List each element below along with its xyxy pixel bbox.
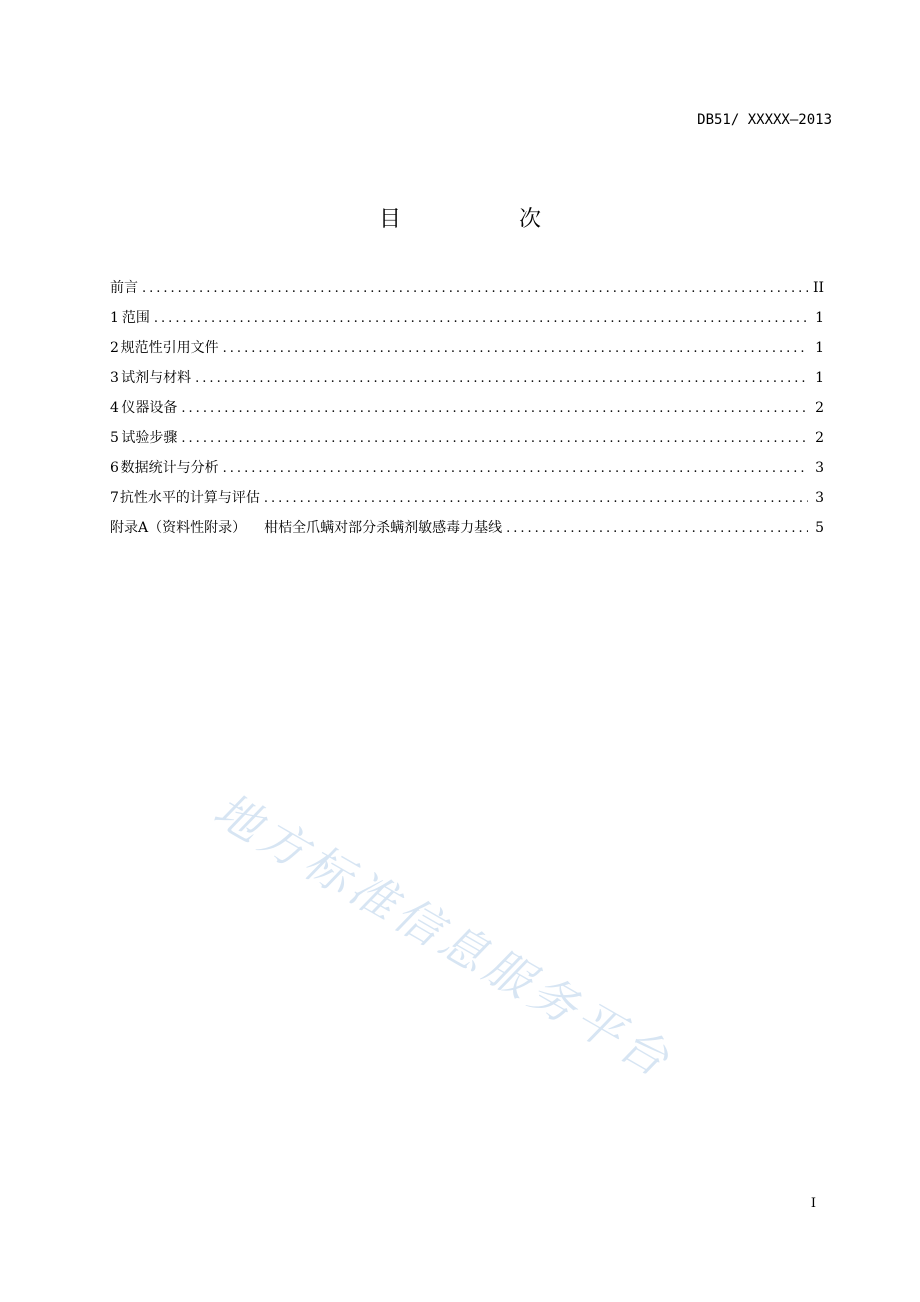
toc-entry-number: 7	[110, 490, 119, 506]
toc-entry-5[interactable]	[110, 428, 824, 458]
toc-entry-label: 数据统计与分析	[120, 460, 219, 476]
toc-entry-number: 3	[110, 370, 119, 386]
toc-entry-page: II	[812, 280, 824, 296]
toc-entry-4[interactable]	[110, 398, 824, 428]
toc-entry-6[interactable]	[110, 458, 824, 488]
toc-leader-dots	[195, 369, 808, 389]
toc-entry-foreword[interactable]	[110, 278, 824, 308]
toc-entry-page: 2	[815, 400, 824, 416]
toc-annex-prefix: 附录A（资料性附录）	[110, 520, 247, 536]
toc-entry-1[interactable]	[110, 308, 824, 338]
watermark: 地方标准信息服务平台	[205, 782, 683, 1089]
toc-entry-page: 1	[815, 310, 824, 326]
toc-entry-label: 抗性水平的计算与评估	[119, 490, 260, 506]
toc-leader-dots	[181, 399, 808, 419]
toc-entry-3[interactable]	[110, 368, 824, 398]
toc-entry-number: 6	[110, 460, 119, 476]
toc-leader-dots	[506, 519, 808, 539]
toc-entry-page: 5	[815, 520, 824, 536]
toc-entry-page: 1	[815, 370, 824, 386]
toc-entry-number: 2	[110, 340, 119, 356]
toc-leader-dots	[223, 339, 808, 359]
toc-entry-page: 1	[815, 340, 824, 356]
toc-entry-number: 5	[110, 430, 119, 446]
toc-leader-dots	[264, 489, 808, 509]
toc-entry-label: 前言	[110, 280, 138, 296]
toc-entry-page: 2	[815, 430, 824, 446]
header-doc-code: DB51/ XXXXX—2013	[697, 112, 832, 128]
page-number: I	[810, 1196, 816, 1211]
toc-entry-number: 1	[110, 310, 119, 326]
toc-entry-2[interactable]	[110, 338, 824, 368]
toc-entry-annex-a[interactable]	[110, 518, 824, 548]
toc-leader-dots	[223, 459, 808, 479]
toc-entry-label: 规范性引用文件	[120, 340, 219, 356]
toc-entry-label: 试验步骤	[121, 430, 178, 446]
toc-entry-page: 3	[815, 490, 824, 506]
toc-entry-label: 试剂与材料	[121, 370, 192, 386]
toc-title: 目 次	[378, 207, 589, 232]
toc-leader-dots	[181, 429, 808, 449]
toc-entry-number: 4	[110, 400, 119, 416]
toc-list	[110, 278, 824, 548]
toc-entry-label: 范围	[121, 310, 150, 326]
toc-entry-page: 3	[815, 460, 824, 476]
toc-entry-7[interactable]	[110, 488, 824, 518]
toc-leader-dots	[154, 309, 808, 329]
toc-leader-dots	[142, 279, 808, 299]
toc-entry-label: 柑桔全爪螨对部分杀螨剂敏感毒力基线	[264, 520, 503, 536]
toc-entry-label: 仪器设备	[121, 400, 178, 416]
